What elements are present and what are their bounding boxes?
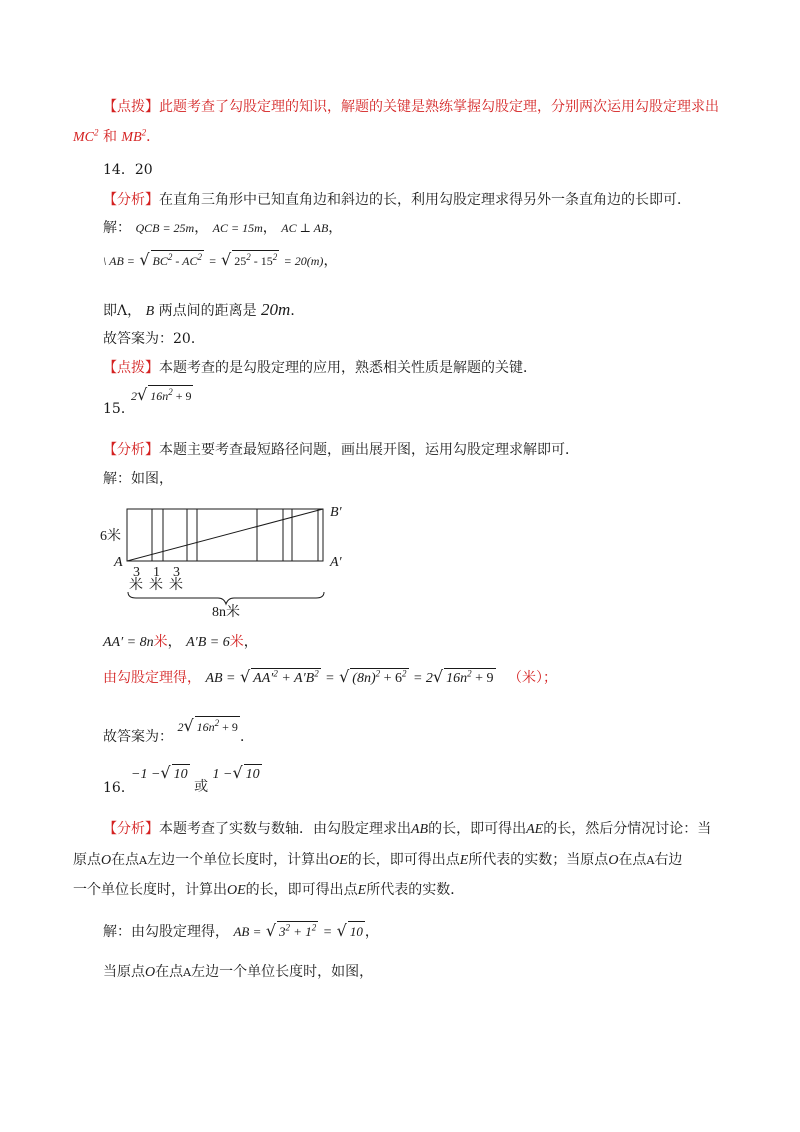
q14-analysis [103, 190, 691, 210]
pyth-unit: （米）； [507, 670, 557, 686]
analysis-tag: 【分析】 [103, 821, 159, 837]
text-part: 所代表的实数． [366, 882, 465, 898]
q14-number: 14．20 [103, 162, 153, 178]
given-cb: QCB = 25m [135, 221, 195, 235]
q15-pythagoras: 由勾股定理得， AB = √ $AA'^2 + A'B^2$ = √ $(8n)^2 + 6^2 = 2√$ $16n^2 + 9$ （米）； [103, 667, 557, 689]
sol-label: 解：由勾股定理得， [103, 924, 229, 940]
eq-end: ， [243, 634, 258, 650]
q15-sol-label: 解：如图， [103, 471, 173, 487]
unfolded-cylinder-figure [0, 500, 800, 620]
tip-text: 此题考查了勾股定理的知识，解题的关键是熟练掌握勾股定理，分别两次运用勾股定理求出 [159, 99, 719, 115]
ans-or: 或 [194, 779, 209, 795]
q15-final: 故答案为： 2√ $16n^2 + 9$． [103, 716, 254, 745]
text-part: 在点 [618, 852, 647, 868]
text-part: 所代表的实数；当原点 [468, 852, 609, 868]
eq-ab: A′B = 6 [186, 635, 230, 650]
text-part: 在点 [111, 852, 140, 868]
unit-3: 米 [169, 578, 183, 593]
unit-2: 米 [149, 578, 163, 593]
math-oe: OE [227, 883, 246, 898]
given-perp: AC ⊥ AB [281, 221, 329, 235]
math-e: E [459, 853, 469, 868]
q15-number: 15． [103, 401, 135, 417]
q16-analysis-l1 [103, 819, 711, 840]
label-height: 6米 [100, 529, 121, 544]
pyth-label: 由勾股定理得， [103, 670, 201, 686]
q14-answer: 故答案为：20． [103, 331, 205, 347]
text-part: 原点 [73, 852, 101, 868]
q16-case [103, 962, 373, 983]
ans-label: 故答案为： [103, 729, 173, 745]
q14-calc: \ AB = √ $BC^2 - AC^2$ = √ $25^2 - 15^2 = 20(m)$， [103, 250, 338, 269]
q14-solution-given: 解： QCB = 25m， AC = 15m， AC ⊥ AB， [103, 220, 343, 236]
ans-sqrt: $16n^2 + 9$ [148, 385, 193, 406]
sol-end: ， [364, 924, 379, 940]
text-part: 当原点 [103, 964, 145, 980]
math-e: E [357, 883, 367, 898]
sol-lhs: AB = [233, 924, 262, 939]
conclusion-mid: 两点间的距离是 [158, 303, 257, 319]
distance-value: 20m [261, 300, 291, 319]
given-ac: AC = 15m [212, 221, 263, 235]
ans-sqrt: $16n^2 + 9$ [195, 716, 240, 737]
q16-analysis-l3 [73, 880, 464, 901]
q15-analysis [103, 440, 579, 460]
math-a: A [646, 854, 655, 867]
text-part: 在点 [155, 964, 184, 980]
math-a: A [139, 854, 148, 867]
q15-answer: 2√ $16n^2 + 9$ [131, 385, 192, 404]
unit-1: 米 [129, 578, 143, 593]
math-ae: AE [526, 822, 544, 837]
text-part: 左边一个单位长度时，如图， [191, 964, 374, 980]
eq-aa-unit: 米 [153, 634, 168, 650]
math-mb: $MB^2$ [121, 127, 147, 145]
pyth-sqrt1: $AA'^2 + A'B^2$ [251, 668, 321, 689]
math-o: O [145, 965, 156, 980]
math-ab: AB [411, 822, 429, 837]
tip-13-cont [73, 127, 160, 148]
calc-sqrt2: $25^2 - 15^2$ [232, 250, 279, 271]
conclusion-pre: 即Λ， [103, 303, 142, 319]
analysis-text: 在直角三角形中已知直角边和斜边的长，利用勾股定理求得另外一条直角边的长即可． [159, 192, 691, 208]
point-b: B [145, 304, 155, 319]
total-length: 8n米 [212, 605, 240, 620]
conclusion-end: ． [290, 303, 305, 319]
tip-13 [103, 97, 719, 117]
q15-equations [103, 632, 258, 653]
tip-tag: 【点拨】 [103, 360, 159, 376]
eq-ab-unit: 米 [229, 634, 244, 650]
analysis-text: 本题主要考查最短路径问题，画出展开图，运用勾股定理求解即可． [159, 442, 579, 458]
tip-and: 和 [102, 129, 117, 145]
text-part: 的长，即可得出点 [347, 852, 460, 868]
tip-tag: 【点拨】 [103, 99, 159, 115]
text-part: 本题考查了实数与数轴．由勾股定理求出 [159, 821, 411, 837]
text-part: 一个单位长度时，计算出 [73, 882, 227, 898]
q16-number: 16． [103, 780, 135, 796]
seg-2: 1 [153, 565, 160, 580]
calc-result: = 20(m) [283, 254, 324, 268]
ans-coef: 2 [177, 720, 184, 734]
tip-end: ． [146, 129, 161, 145]
math-a: A [183, 966, 192, 979]
q14-tip [103, 358, 537, 378]
q16-solution: 解：由勾股定理得， AB = √ $3^2 + 1^2$ = √ 10 ， [103, 921, 379, 940]
calc-sqrt1: $BC^2 - AC^2$ [151, 250, 204, 271]
ans-end: ． [239, 729, 254, 745]
sol-eq: = [322, 925, 333, 940]
ans1-pre: −1 − [131, 767, 161, 782]
diagonal-ab [127, 509, 323, 561]
text-part: 左边一个单位长度时，计算出 [147, 852, 330, 868]
brace [128, 592, 324, 604]
ans2-rad: 10 [244, 764, 262, 785]
text-part: 右边 [654, 852, 683, 868]
pyth-eq: = [325, 671, 335, 686]
pyth-sqrt2: $(8n)^2 + 6^2$ [350, 668, 408, 689]
math-o: O [608, 853, 619, 868]
calc-eq: = [208, 254, 217, 268]
text-part: 的长，即可得出点 [245, 882, 358, 898]
sol-sqrt1: $3^2 + 1^2$ [277, 921, 318, 942]
pyth-lhs: AB = [205, 671, 236, 686]
analysis-tag: 【分析】 [103, 442, 159, 458]
math-oe: OE [329, 853, 348, 868]
eq-aa: AA′ = 8n [103, 635, 154, 650]
label-a-prime: A′ [330, 555, 342, 570]
seg-3: 3 [173, 565, 180, 580]
eq-sep: ， [167, 634, 182, 650]
pyth-sqrt3: $16n^2 + 9$ [444, 668, 495, 689]
label-a: A [114, 555, 123, 570]
ans-coef: 2 [131, 389, 137, 403]
ans1-rad: 10 [172, 764, 190, 785]
text-part: 的长，然后分情况讨论：当 [543, 821, 712, 837]
tip-text: 本题考查的是勾股定理的应用，熟悉相关性质是解题的关键． [159, 360, 537, 376]
analysis-tag: 【分析】 [103, 192, 159, 208]
ans2-pre: 1 − [212, 767, 233, 782]
text-part: 的长，即可得出 [428, 821, 527, 837]
calc-prefix: \ AB = [103, 254, 135, 268]
sol-label: 解： [103, 220, 131, 236]
math-o: O [101, 853, 112, 868]
math-mc: $MC^2$ [73, 127, 99, 145]
q16-analysis-l2 [73, 850, 682, 871]
q16-answer: −1 −√ 10 或 1 −√ 10 [131, 763, 260, 795]
seg-1: 3 [133, 565, 140, 580]
sol-sqrt2: 10 [348, 921, 365, 942]
pyth-eq2: = 2 [412, 671, 433, 686]
calc-comma: ， [323, 253, 338, 269]
label-b-prime: B′ [330, 505, 342, 520]
q14-conclusion [103, 300, 304, 322]
